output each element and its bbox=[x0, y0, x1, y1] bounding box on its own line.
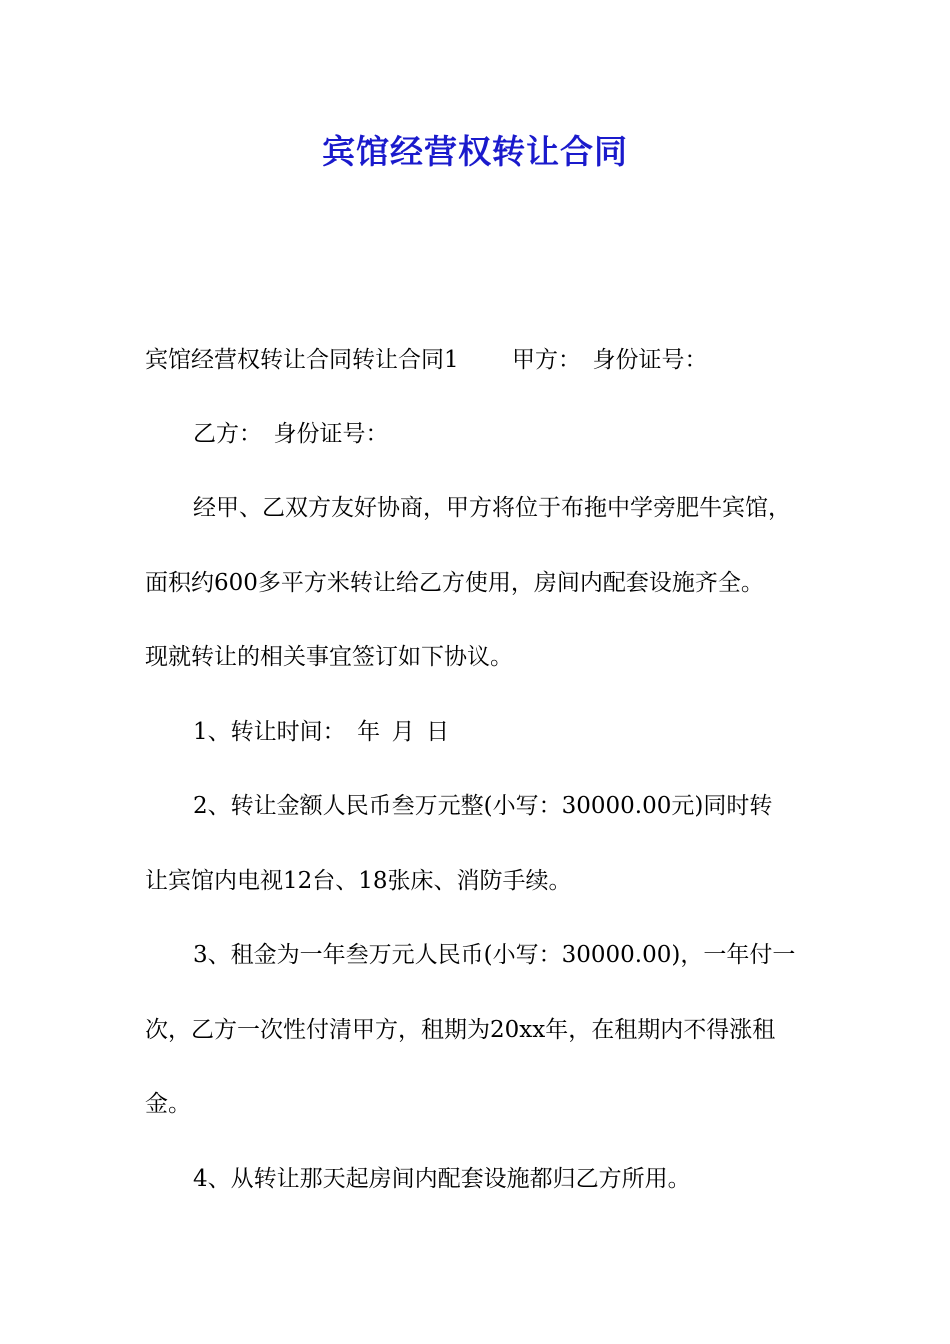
clause-4: 4、从转让那天起房间内配套设施都归乙方所用。 bbox=[193, 1166, 691, 1192]
clause-3-line-1: 3、租金为一年叁万元人民币(小写：30000.00)，一年付一 bbox=[193, 942, 796, 968]
clause-3-line-3: 金。 bbox=[145, 1091, 191, 1117]
clause-3-line-2: 次，乙方一次性付清甲方，租期为20xx年，在租期内不得涨租 bbox=[145, 1017, 776, 1043]
clause-2-line-1: 2、转让金额人民币叁万元整(小写：30000.00元)同时转 bbox=[193, 793, 773, 819]
clause-2-line-2: 让宾馆内电视12台、18张床、消防手续。 bbox=[145, 868, 572, 894]
paragraph-intro-line-2: 面积约600多平方米转让给乙方使用，房间内配套设施齐全。 bbox=[145, 570, 764, 596]
clause-1-transfer-time: 1、转让时间： 年 月 日 bbox=[193, 719, 450, 745]
paragraph-intro-line-1: 经甲、乙双方友好协商，甲方将位于布拖中学旁肥牛宾馆， bbox=[193, 495, 791, 521]
paragraph-parties-header: 宾馆经营权转让合同转让合同1 甲方： 身份证号： bbox=[145, 347, 708, 373]
paragraph-intro-line-3: 现就转让的相关事宜签订如下协议。 bbox=[145, 644, 513, 670]
paragraph-party-b: 乙方： 身份证号： bbox=[193, 421, 389, 447]
document-title: 宾馆经营权转让合同 bbox=[322, 132, 628, 171]
